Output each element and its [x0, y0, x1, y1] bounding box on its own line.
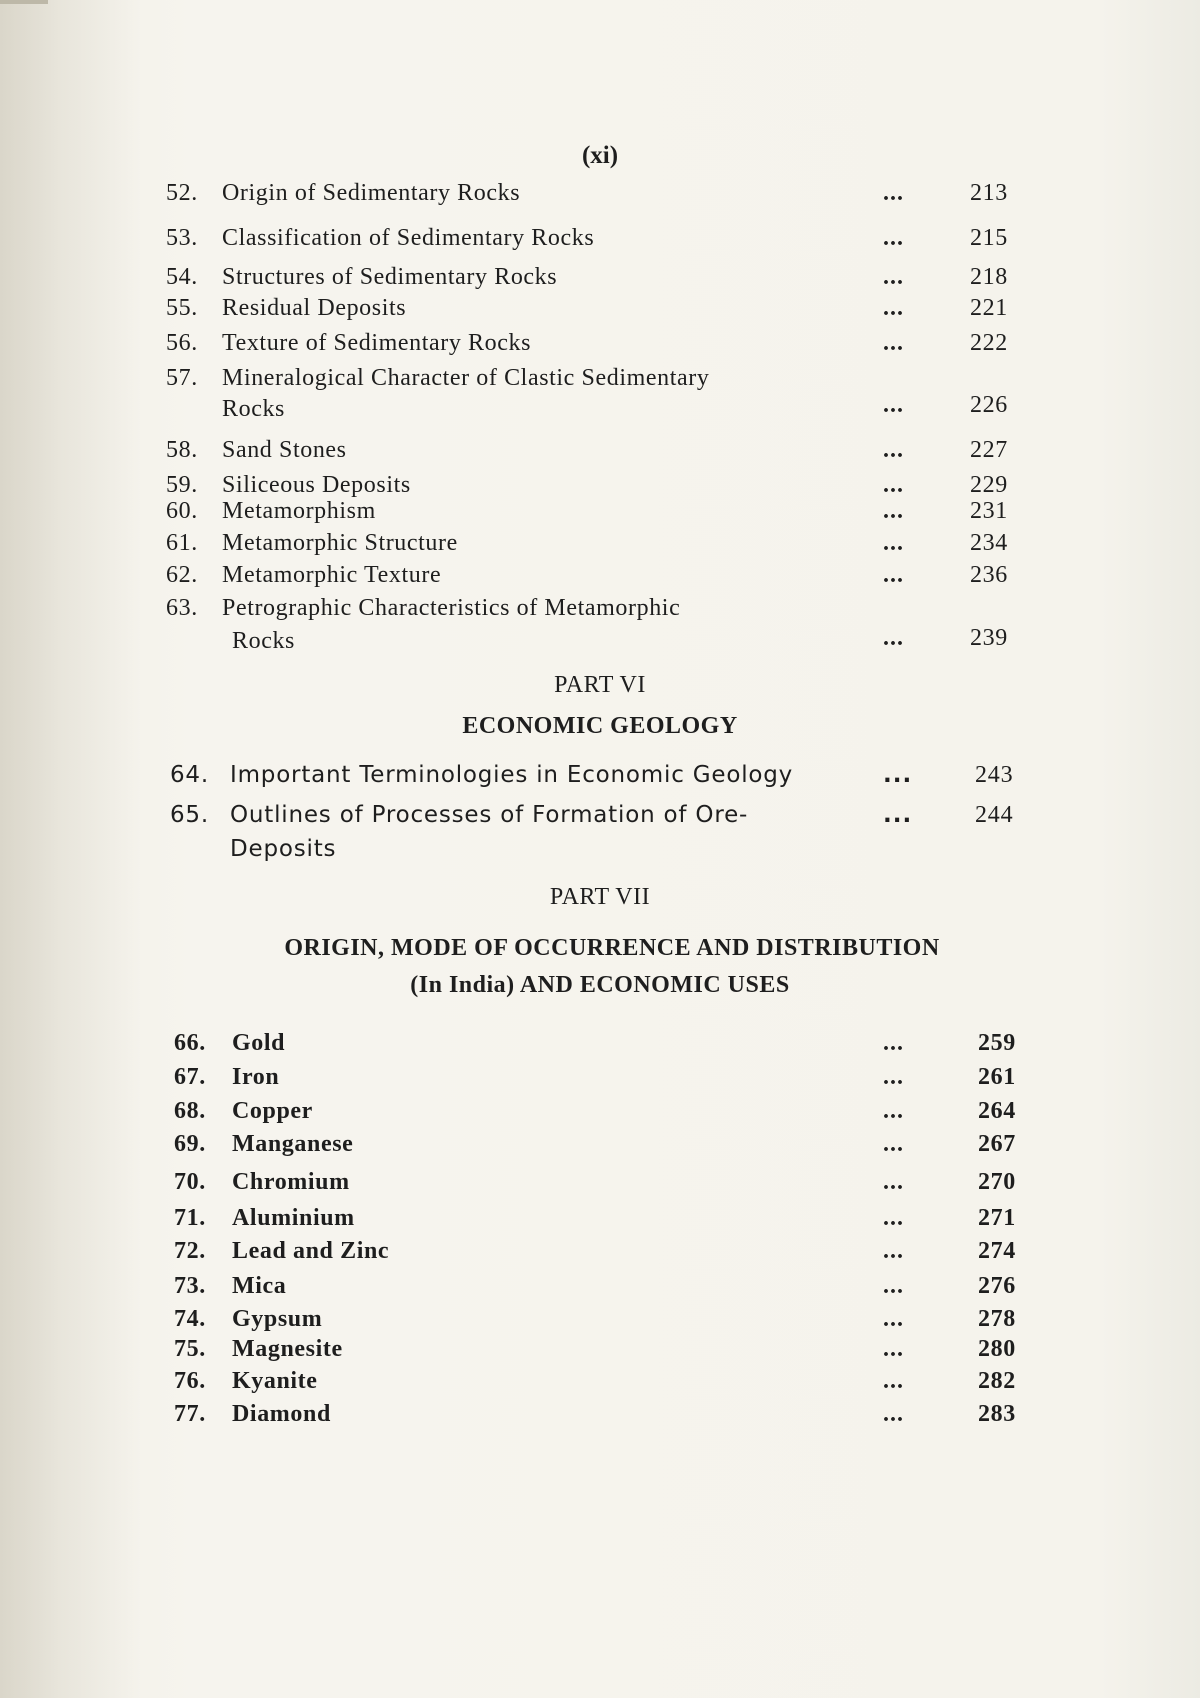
entry-title: Magnesite: [232, 1336, 343, 1362]
entry-page: 226: [970, 392, 1008, 418]
entry-page: 270: [978, 1169, 1016, 1195]
leader-dots: ...: [883, 1273, 904, 1299]
entry-page: 261: [978, 1064, 1016, 1090]
entry-number: 64.: [170, 762, 209, 788]
part-heading-continued: (In India) AND ECONOMIC USES: [410, 972, 790, 998]
entry-number: 74.: [174, 1306, 206, 1332]
entry-page: 221: [970, 295, 1008, 321]
entry-page: 282: [978, 1368, 1016, 1394]
entry-title: Metamorphism: [222, 498, 376, 524]
entry-title: Origin of Sedimentary Rocks: [222, 180, 521, 206]
entry-number: 70.: [174, 1169, 206, 1195]
leader-dots: ...: [883, 1205, 904, 1231]
spine-shadow: [0, 0, 140, 1698]
leader-dots: ...: [883, 1336, 904, 1362]
entry-title: Gypsum: [232, 1306, 323, 1332]
part-heading: ECONOMIC GEOLOGY: [462, 713, 738, 739]
leader-dots: ...: [883, 180, 904, 206]
part-label: PART VII: [549, 884, 651, 910]
leader-dots: ...: [883, 762, 913, 788]
entry-title-continued: Rocks: [232, 628, 295, 654]
entry-number: 52.: [166, 180, 198, 206]
entry-title: Manganese: [232, 1131, 354, 1157]
entry-number: 71.: [174, 1205, 206, 1231]
leader-dots: ...: [883, 1064, 904, 1090]
entry-page: 280: [978, 1336, 1016, 1362]
leader-dots: ...: [883, 1030, 904, 1056]
entry-page: 274: [978, 1238, 1016, 1264]
entry-title: Chromium: [232, 1169, 350, 1195]
leader-dots: ...: [883, 295, 904, 321]
entry-page: 229: [970, 472, 1008, 498]
entry-number: 57.: [166, 365, 198, 391]
entry-page: 271: [978, 1205, 1016, 1231]
entry-title: Structures of Sedimentary Rocks: [222, 264, 558, 290]
leader-dots: ...: [883, 802, 913, 828]
entry-page: 267: [978, 1131, 1016, 1157]
leader-dots: ...: [883, 392, 904, 418]
entry-title: Sand Stones: [222, 437, 347, 463]
entry-title: Mineralogical Character of Clastic Sedimentary: [222, 365, 710, 391]
entry-page: 278: [978, 1306, 1016, 1332]
entry-title: Residual Deposits: [222, 295, 407, 321]
entry-page: 264: [978, 1098, 1016, 1124]
entry-number: 61.: [166, 530, 198, 556]
entry-number: 56.: [166, 330, 198, 356]
entry-page: 276: [978, 1273, 1016, 1299]
entry-page: 222: [970, 330, 1008, 356]
leader-dots: ...: [883, 498, 904, 524]
entry-page: 236: [970, 562, 1008, 588]
entry-number: 69.: [174, 1131, 206, 1157]
leader-dots: ...: [883, 625, 904, 651]
entry-title: Copper: [232, 1098, 313, 1124]
entry-number: 77.: [174, 1401, 206, 1427]
entry-page: 234: [970, 530, 1008, 556]
entry-page: 259: [978, 1030, 1016, 1056]
leader-dots: ...: [883, 472, 904, 498]
entry-page: 215: [970, 225, 1008, 251]
entry-page: 231: [970, 498, 1008, 524]
corner-mark: [0, 0, 48, 4]
entry-title: Gold: [232, 1030, 286, 1056]
entry-number: 54.: [166, 264, 198, 290]
entry-title: Texture of Sedimentary Rocks: [222, 330, 532, 356]
entry-title: Petrographic Characteristics of Metamorphic: [222, 595, 681, 621]
entry-title: Metamorphic Structure: [222, 530, 458, 556]
entry-page: 283: [978, 1401, 1016, 1427]
part-label: PART VI: [554, 672, 646, 698]
entry-number: 75.: [174, 1336, 206, 1362]
entry-page: 243: [975, 762, 1014, 788]
entry-title-continued: Rocks: [222, 396, 285, 422]
entry-title: Metamorphic Texture: [222, 562, 442, 588]
entry-title: Iron: [232, 1064, 280, 1090]
part-heading: ORIGIN, MODE OF OCCURRENCE AND DISTRIBUTION: [284, 935, 940, 961]
entry-number: 59.: [166, 472, 198, 498]
entry-title: Classification of Sedimentary Rocks: [222, 225, 595, 251]
entry-page: 244: [975, 802, 1014, 828]
entry-number: 55.: [166, 295, 198, 321]
entry-title: Mica: [232, 1273, 287, 1299]
leader-dots: ...: [883, 1098, 904, 1124]
entry-title: Diamond: [232, 1401, 331, 1427]
entry-page: 218: [970, 264, 1008, 290]
leader-dots: ...: [883, 1238, 904, 1264]
entry-number: 66.: [174, 1030, 206, 1056]
entry-number: 53.: [166, 225, 198, 251]
entry-number: 68.: [174, 1098, 206, 1124]
entry-page: 227: [970, 437, 1008, 463]
leader-dots: ...: [883, 1306, 904, 1332]
entry-number: 60.: [166, 498, 198, 524]
entry-title: Important Terminologies in Economic Geology: [230, 762, 794, 788]
entry-number: 67.: [174, 1064, 206, 1090]
leader-dots: ...: [883, 562, 904, 588]
leader-dots: ...: [883, 1368, 904, 1394]
entry-page: 213: [970, 180, 1008, 206]
page-number: (xi): [581, 142, 619, 169]
leader-dots: ...: [883, 1169, 904, 1195]
entry-title: Outlines of Processes of Formation of Ore-: [230, 802, 749, 828]
entry-number: 62.: [166, 562, 198, 588]
entry-number: 63.: [166, 595, 198, 621]
entry-number: 76.: [174, 1368, 206, 1394]
entry-number: 73.: [174, 1273, 206, 1299]
entry-number: 65.: [170, 802, 209, 828]
leader-dots: ...: [883, 1401, 904, 1427]
entry-number: 58.: [166, 437, 198, 463]
entry-number: 72.: [174, 1238, 206, 1264]
leader-dots: ...: [883, 264, 904, 290]
leader-dots: ...: [883, 1131, 904, 1157]
entry-title: Siliceous Deposits: [222, 472, 411, 498]
leader-dots: ...: [883, 225, 904, 251]
entry-title: Aluminium: [232, 1205, 355, 1231]
entry-page: 239: [970, 625, 1008, 651]
entry-title: Kyanite: [232, 1368, 318, 1394]
leader-dots: ...: [883, 530, 904, 556]
entry-title: Lead and Zinc: [232, 1238, 390, 1264]
leader-dots: ...: [883, 330, 904, 356]
entry-title-continued: Deposits: [230, 836, 337, 862]
leader-dots: ...: [883, 437, 904, 463]
